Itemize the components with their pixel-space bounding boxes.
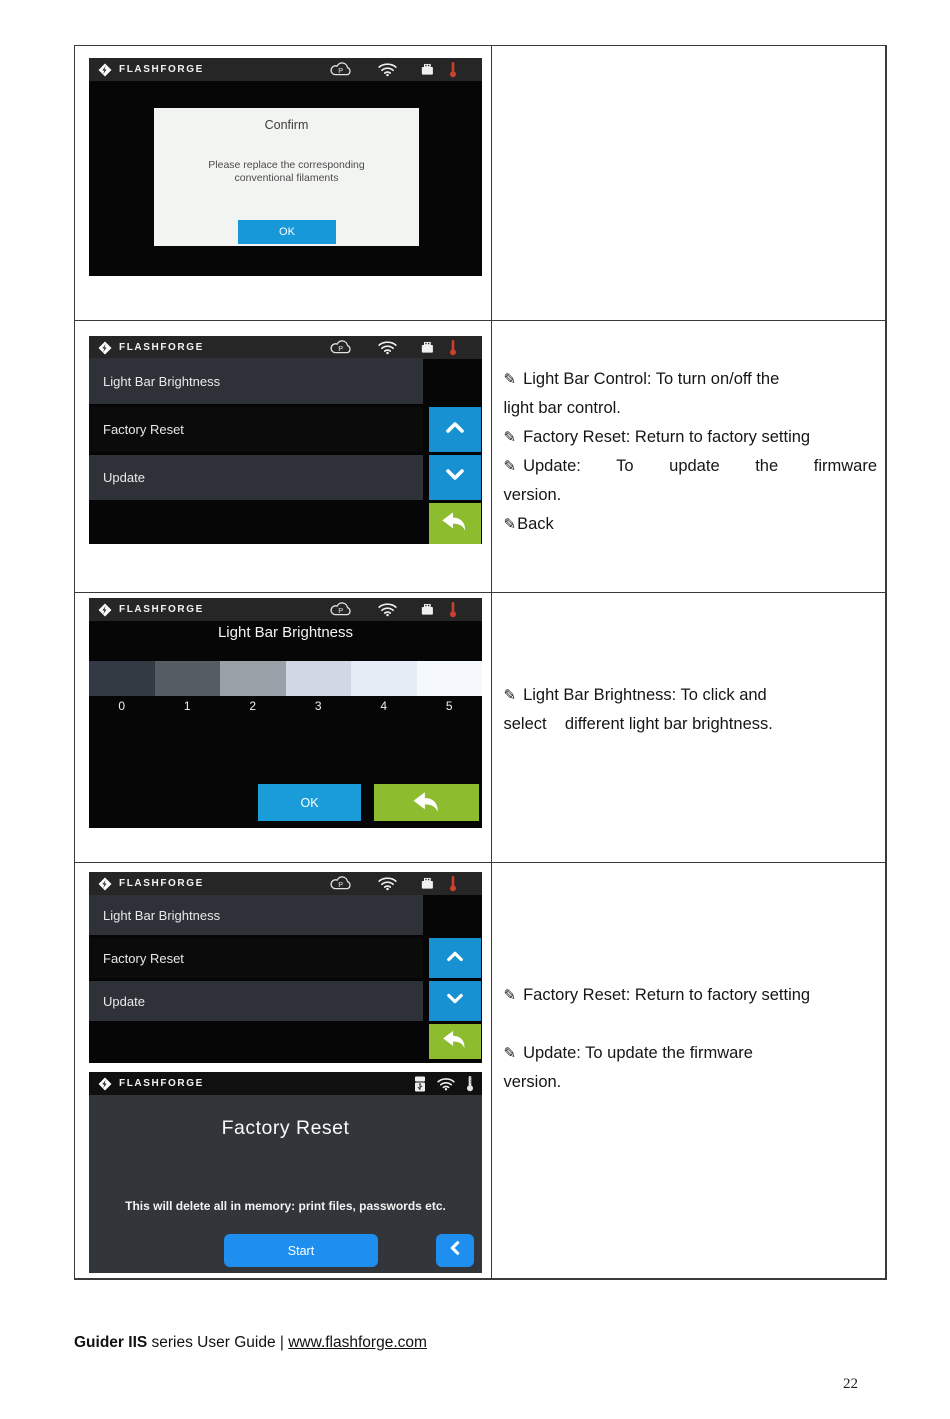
pencil-bullet-icon: ✎ (503, 1045, 517, 1062)
back-button[interactable] (429, 503, 481, 544)
printer-status-bar (89, 58, 482, 81)
usb-drive-icon (421, 63, 438, 76)
brand-label: FLASHFORGE (119, 64, 204, 75)
printer-status-bar (89, 598, 482, 621)
printer-status-bar (89, 872, 482, 895)
brand-label: FLASHFORGE (119, 1078, 204, 1089)
cloud-polar-icon (329, 601, 354, 618)
brand-label: FLASHFORGE (119, 604, 204, 615)
thermometer-icon (466, 1075, 474, 1092)
back-button[interactable] (429, 1024, 481, 1059)
chevron-down-icon (443, 466, 467, 489)
wifi-icon (378, 602, 397, 617)
ok-button[interactable]: OK (238, 220, 336, 244)
factory-reset-warning: This will delete all in memory: print files, passwords etc. (125, 1199, 446, 1213)
description-settings-menu: ✎ Light Bar Control: To turn on/off the light bar control. ✎ Factory Reset: Return to factory setting ✎ Update: To update the firmware version. ✎Back (503, 370, 877, 533)
menu-item-update[interactable]: Update (89, 981, 423, 1021)
printer-status-bar (89, 1072, 482, 1095)
flashforge-logo-icon (98, 63, 112, 77)
chevron-up-icon (443, 418, 467, 441)
screenshot-settings-menu (89, 336, 482, 544)
table-row (75, 321, 886, 593)
footer-link[interactable]: www.flashforge.com (288, 1334, 427, 1351)
thermometer-icon (449, 61, 457, 78)
flashforge-logo-icon (98, 877, 112, 891)
menu-item-light-bar-brightness[interactable]: Light Bar Brightness (89, 358, 423, 404)
chevron-up-icon (443, 948, 467, 969)
dialog-message: Please replace the corresponding conventional filaments (208, 159, 365, 184)
back-arrow-icon (439, 509, 471, 538)
screen-title: Factory Reset (221, 1117, 350, 1139)
wifi-icon (437, 1077, 455, 1091)
pencil-bullet-icon: ✎ (503, 516, 517, 533)
brightness-level-labels: 0 1 2 3 4 5 (118, 699, 453, 713)
pencil-bullet-icon: ✎ (503, 429, 517, 446)
brightness-level-1[interactable] (155, 661, 221, 696)
back-button[interactable] (436, 1234, 474, 1267)
pencil-bullet-icon: ✎ (503, 687, 517, 704)
cloud-polar-icon (329, 61, 354, 78)
thermometer-icon (449, 875, 457, 892)
svg-text:P: P (338, 879, 344, 889)
menu-item-update[interactable]: Update (89, 455, 423, 500)
thermometer-icon (449, 339, 457, 356)
wifi-icon (378, 876, 397, 891)
chevron-left-icon (448, 1240, 462, 1261)
description-brightness: ✎ Light Bar Brightness: To click and select different light bar brightness. (503, 686, 773, 733)
footer-text: series User Guide | (147, 1334, 289, 1351)
usb-stick-icon (414, 1076, 426, 1092)
scroll-up-button[interactable] (429, 407, 481, 452)
svg-text:P: P (338, 605, 344, 615)
screenshot-settings-menu-2 (89, 872, 482, 1063)
menu-item-light-bar-brightness[interactable]: Light Bar Brightness (89, 895, 423, 935)
page-number: 22 (843, 1376, 858, 1392)
screen-title: Light Bar Brightness (217, 624, 354, 641)
scroll-down-button[interactable] (429, 981, 481, 1021)
flashforge-logo-icon (98, 1077, 112, 1091)
footer-product-name: Guider IIS (74, 1334, 148, 1351)
description-factory-reset-update: ✎ Factory Reset: Return to factory setting ✎ Update: To update the firmware version. (503, 986, 811, 1091)
pencil-bullet-icon: ✎ (503, 371, 517, 388)
table-row (75, 593, 886, 863)
brand-label: FLASHFORGE (119, 342, 204, 353)
flashforge-logo-icon (98, 341, 112, 355)
back-arrow-icon (440, 1028, 470, 1055)
brightness-level-5[interactable] (417, 661, 483, 696)
document-footer (74, 1334, 427, 1352)
empty-description-cell (492, 46, 886, 321)
ok-button[interactable]: OK (258, 784, 361, 821)
brightness-level-2[interactable] (220, 661, 286, 696)
screenshot-light-bar-brightness (89, 598, 482, 828)
usb-drive-icon (421, 877, 438, 890)
printer-status-bar (89, 336, 482, 359)
brand-label: FLASHFORGE (119, 878, 204, 889)
screenshot-confirm-dialog (89, 58, 482, 276)
cloud-polar-icon (329, 339, 354, 356)
back-arrow-icon (410, 789, 444, 817)
usb-drive-icon (421, 603, 438, 616)
cloud-polar-icon (329, 875, 354, 892)
pencil-bullet-icon: ✎ (503, 987, 517, 1004)
confirm-dialog (154, 108, 419, 246)
flashforge-logo-icon (98, 603, 112, 617)
menu-item-factory-reset[interactable]: Factory Reset (89, 938, 423, 978)
back-button[interactable] (374, 784, 479, 821)
dialog-title: Confirm (264, 118, 309, 132)
scroll-down-button[interactable] (429, 455, 481, 500)
svg-text:P: P (338, 65, 344, 75)
table-row (75, 863, 886, 1279)
brightness-strip (89, 661, 482, 696)
pencil-bullet-icon: ✎ (503, 458, 517, 475)
brightness-level-0[interactable] (89, 661, 155, 696)
scroll-up-button[interactable] (429, 938, 481, 978)
wifi-icon (378, 340, 397, 355)
menu-item-factory-reset[interactable]: Factory Reset (89, 407, 423, 452)
svg-text:P: P (338, 343, 344, 353)
guide-table (74, 45, 887, 1280)
table-row (75, 46, 886, 321)
usb-drive-icon (421, 341, 438, 354)
thermometer-icon (449, 601, 457, 618)
screenshot-factory-reset (89, 1072, 482, 1273)
start-button[interactable]: Start (224, 1234, 378, 1267)
wifi-icon (378, 62, 397, 77)
brightness-level-4[interactable] (351, 661, 417, 696)
chevron-down-icon (443, 991, 467, 1012)
brightness-level-3[interactable] (286, 661, 352, 696)
